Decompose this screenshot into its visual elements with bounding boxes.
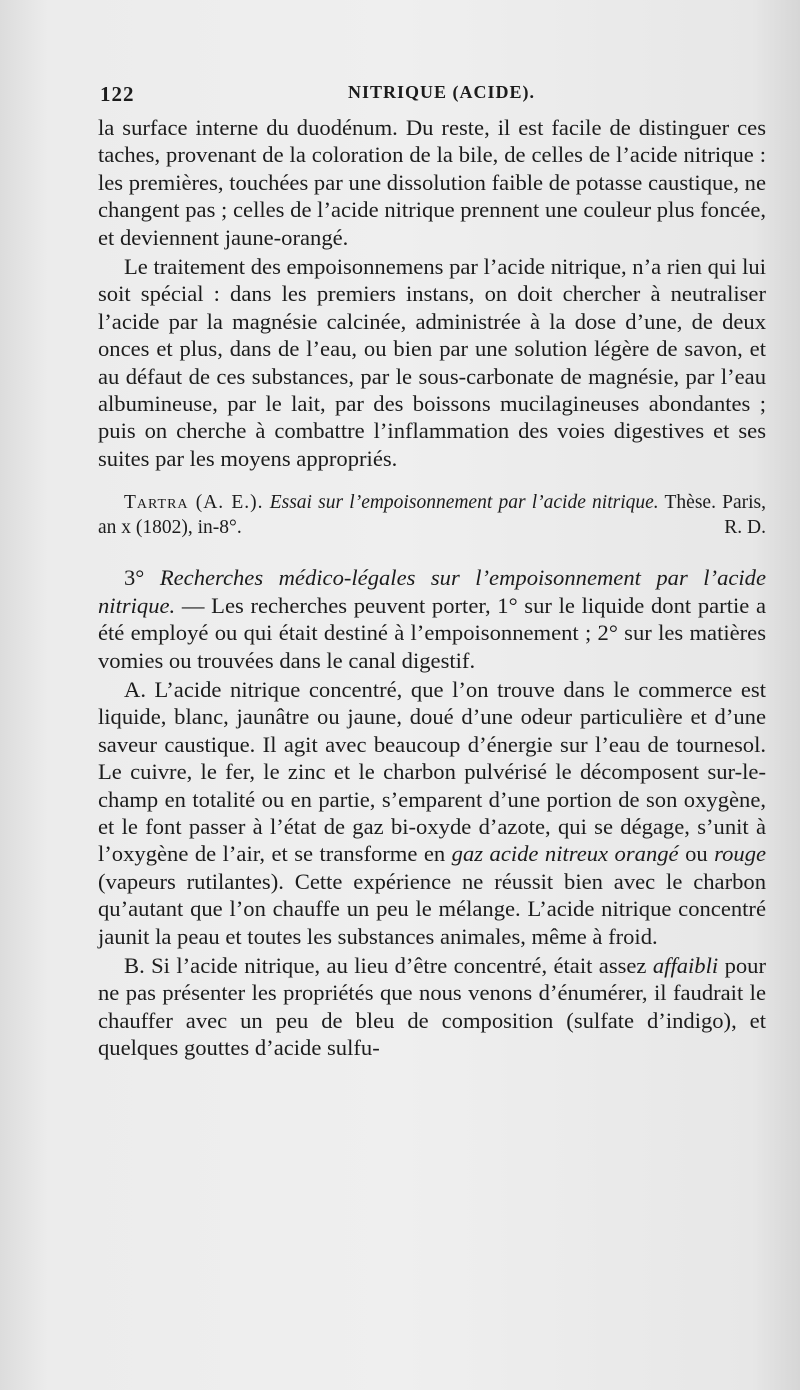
- paragraph-b-text-1: B. Si l’acide nitrique, au lieu d’être concentré, était assez: [124, 952, 647, 978]
- paragraph-a-text-1: A. L’acide nitrique concentré, que l’on trouve dans le commerce est liquide, blanc, jaunâtre ou jaune, doué d’une odeur particulière et d’une saveur caustique. Il agit avec beaucoup d’énergie sur l’eau de tournesol. Le cuivre, le fer, le zinc et le charbon pulvérisé le décomposent sur-le-champ en totalité ou en partie, s’emparent d’une portion de son oxygène, et le font passer à l’état de gaz bi-oxyde d’azote, qui se dégage, s’unit à l’oxygène de l’air, et se transforme en: [98, 676, 766, 867]
- paragraph-b-italic: affaibli: [652, 952, 719, 978]
- section-3-paragraph: [98, 564, 766, 674]
- running-title: NITRIQUE (ACIDE).: [348, 82, 536, 102]
- paragraph-continuation: la surface interne du duodénum. Du reste, il est facile de distinguer ces taches, provenant de la coloration de la bile, de celles de l’acide nitrique : les premières, touchées par une dissolution faible de potasse caustique, ne changent pas ; celles de l’acide nitrique prennent une couleur plus foncée, et deviennent jaune-orangé.: [98, 115, 766, 250]
- paragraph-a-italic-2: rouge: [714, 841, 767, 867]
- paragraph-a-text-2: ou: [685, 841, 708, 867]
- section-number: 3°: [124, 565, 145, 591]
- paragraph-a-italic-1: gaz acide nitreux orangé: [451, 841, 679, 867]
- reference-title: Essai sur l’empoisonnement par l’acide nitrique.: [269, 492, 659, 514]
- paragraph-b: [98, 952, 766, 1062]
- body-text: [98, 114, 766, 1062]
- paragraph-treatment: Le traitement des empoisonnemens par l’acide nitrique, n’a rien qui lui soit spécial : dans les premiers instans, on doit chercher à neutraliser l’acide par la magnésie calcinée, administrée à la dose d’une, de deux onces et plus, dans de l’eau, ou bien par une solution légère de savon, et au défaut de ces substances, par le sous-carbonate de magnésie, par l’eau albumineuse, par le lait, par des boissons mucilagineuses abondantes ; puis on cherche à combattre l’inflammation des voies digestives et ses suites par les moyens appropriés.: [98, 254, 766, 471]
- reference-signature: R. D.: [724, 517, 766, 539]
- section-title: Recherches médico-légales sur l’empoisonnement par l’acide nitrique.: [98, 565, 766, 618]
- paragraph-a-text-3: (vapeurs rutilantes). Cette expérience ne réussit bien avec le charbon qu’autant que l’on chauffe un peu le mélange. L’acide nitrique concentré jaunit la peau et toutes les substances animales, même à froid.: [98, 868, 766, 949]
- reference-details: Thèse. Paris, an x (1802), in-8°.: [98, 492, 767, 539]
- reference-author: Tartra (A. E.).: [124, 492, 264, 514]
- page-header: [100, 82, 764, 116]
- bibliography-reference: [98, 490, 766, 540]
- paragraph-b-text-2: pour ne pas présenter les propriétés que nous venons d’énumérer, il faudrait le chauffer avec un peu de bleu de composition (sulfate d’indigo), et quelques gouttes d’acide sulfu-: [98, 952, 766, 1061]
- paragraph-a: [98, 676, 766, 950]
- section-text: — Les recherches peuvent porter, 1° sur le liquide dont partie a été employé ou qui était destiné à l’empoisonnement ; 2° sur les matières vomies ou trouvées dans le canal digestif.: [98, 592, 766, 673]
- page-number: 122: [100, 82, 135, 106]
